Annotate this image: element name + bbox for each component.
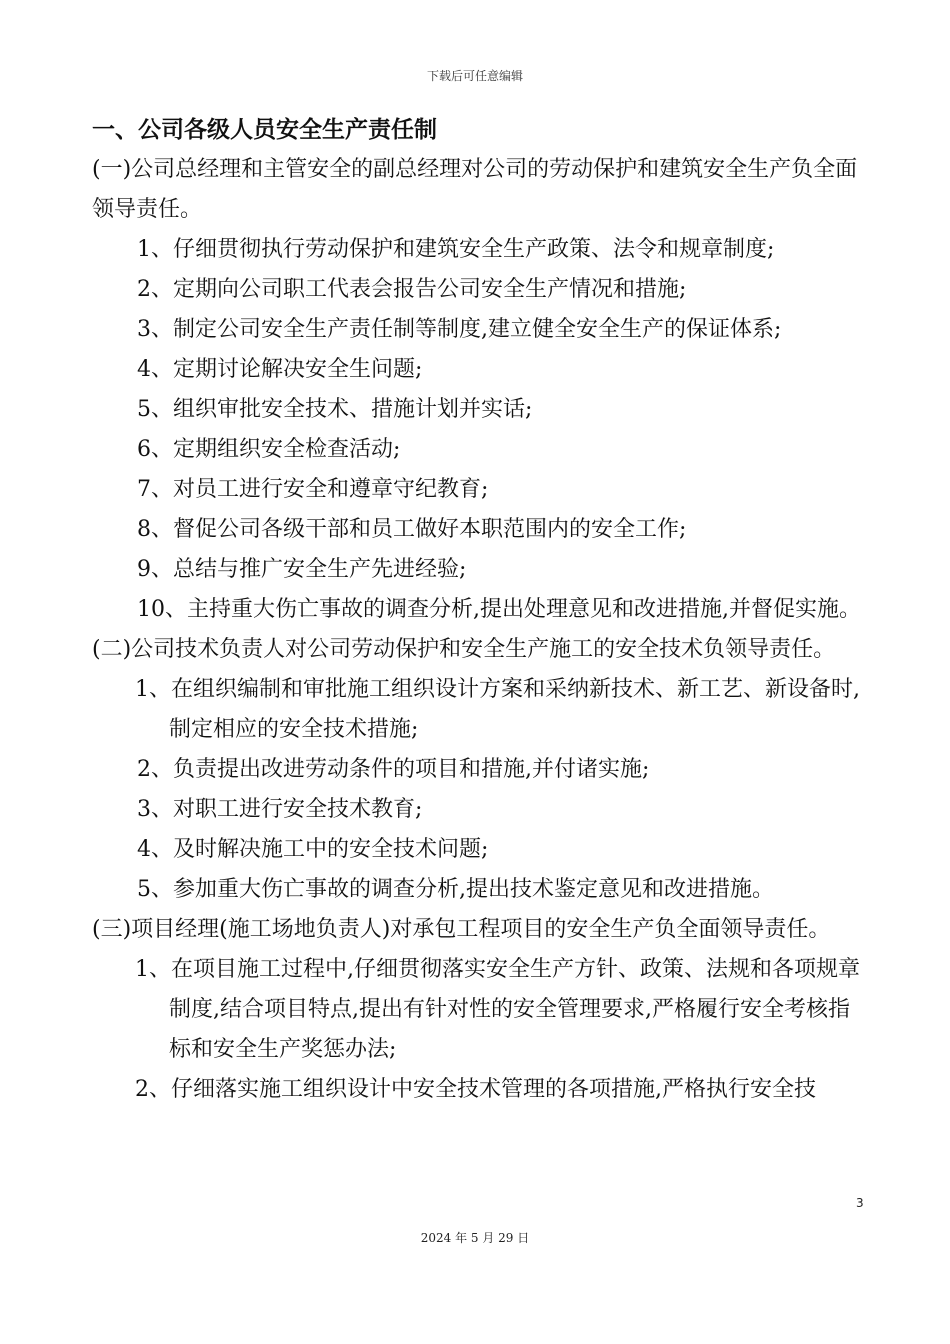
section-1-intro: (一)公司总经理和主管安全的副总经理对公司的劳动保护和建筑安全生产负全面领导责任。 [92,157,858,222]
footer-date: 2024 年 5 月 29 日 [420,1231,530,1245]
page-number: 3 [856,1196,864,1210]
list-item: 4、及时解决施工中的安全技术问题; [137,837,489,862]
list-item: 2、负责提出改进劳动条件的项目和措施,并付诸实施; [137,757,650,782]
list-item: 1、在组织编制和审批施工组织设计方案和采纳新技术、新工艺、新设备时,制定相应的安全技术措施; [135,677,860,742]
document-body [92,110,867,1110]
list-item: 7、对员工进行安全和遵章守纪教育; [137,477,489,502]
header-note: 下载后可任意编辑 [426,69,523,83]
document-heading: 一、公司各级人员安全生产责任制 [92,117,437,143]
list-item: 3、制定公司安全生产责任制等制度,建立健全安全生产的保证体系; [137,317,782,342]
list-item: 8、督促公司各级干部和员工做好本职范围内的安全工作; [137,517,687,542]
list-item: 2、仔细落实施工组织设计中安全技术管理的各项措施,严格执行安全技 [135,1077,816,1102]
list-item: 1、在项目施工过程中,仔细贯彻落实安全生产方针、政策、法规和各项规章制度,结合项目特点,提出有针对性的安全管理要求,严格履行安全考核指标和安全生产奖惩办法; [135,957,860,1062]
list-item: 5、参加重大伤亡事故的调查分析,提出技术鉴定意见和改进措施。 [137,877,774,902]
list-item: 2、定期向公司职工代表会报告公司安全生产情况和措施; [137,277,687,302]
list-item: 1、仔细贯彻执行劳动保护和建筑安全生产政策、法令和规章制度; [137,237,775,262]
list-item-wrap: 10、主持重大伤亡事故的调查分析,提出处理意见和改进措施,并督促实施。 [137,597,861,622]
list-item: 5、组织审批安全技术、措施计划并实话; [137,397,533,422]
section-3-intro: (三)项目经理(施工场地负责人)对承包工程项目的安全生产负全面领导责任。 [92,917,831,942]
section-2-intro: (二)公司技术负责人对公司劳动保护和安全生产施工的安全技术负领导责任。 [92,637,836,662]
list-item: 3、对职工进行安全技术教育; [137,797,423,822]
list-item: 9、总结与推广安全生产先进经验; [137,557,467,582]
list-item: 4、定期讨论解决安全生问题; [137,357,423,382]
list-item: 6、定期组织安全检查活动; [137,437,401,462]
